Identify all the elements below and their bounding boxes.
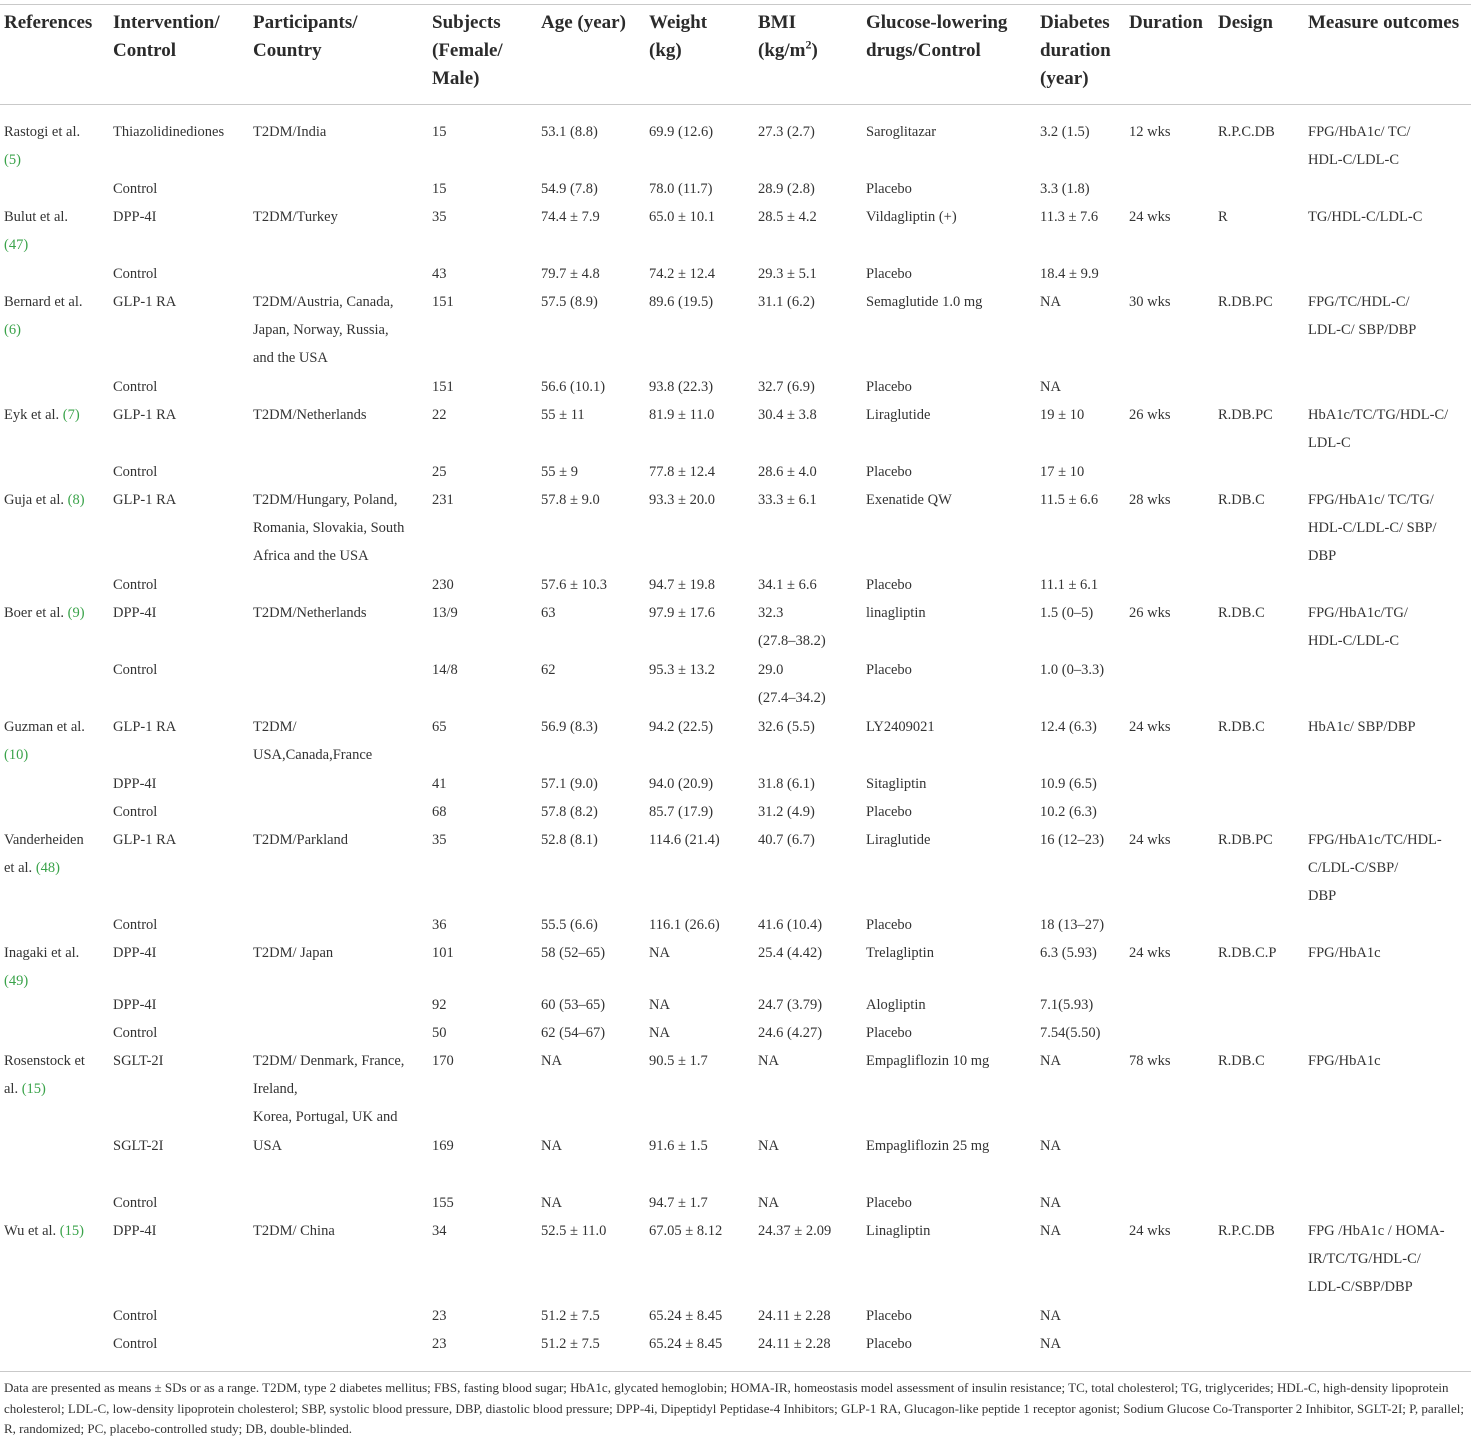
cell-outcomes: HbA1c/ SBP/DBP (1308, 719, 1416, 735)
cell-age: 53.1 (8.8) (541, 124, 598, 140)
cell-intervention: DPP-4I (113, 605, 157, 621)
cell-intervention: Control (113, 917, 158, 933)
header-duration: Duration (1129, 12, 1203, 33)
cell-age: 57.8 ± 9.0 (541, 492, 600, 508)
cell-design: R.DB.PC (1218, 294, 1273, 310)
cell-duration-dm: 7.1(5.93) (1040, 997, 1094, 1013)
cell-intervention: Control (113, 464, 158, 480)
cell-duration-dm: 6.3 (5.93) (1040, 945, 1097, 961)
cell-age: 63 (541, 605, 556, 621)
cell-intervention: Control (113, 1195, 158, 1211)
cell-duration-dm: NA (1040, 1336, 1061, 1352)
citation-link[interactable]: (15) (59, 1223, 84, 1239)
cell-age: 57.8 (8.2) (541, 804, 598, 820)
cell-weight: 85.7 (17.9) (649, 804, 714, 820)
cell-bmi: 32.6 (5.5) (758, 719, 815, 735)
cell-participants: T2DM/Austria, Canada, Japan, Norway, Russia, and the USA (253, 294, 394, 367)
cell-duration-dm: 12.4 (6.3) (1040, 719, 1097, 735)
cell-duration-dm: 11.5 ± 6.6 (1040, 492, 1099, 508)
header-subjects: Subjects (Female/ Male) (432, 12, 503, 89)
cell-age: 52.5 ± 11.0 (541, 1223, 607, 1239)
cell-subjects: 36 (432, 917, 447, 933)
cell-design: R.DB.PC (1218, 832, 1273, 848)
cell-weight: 67.05 ± 8.12 (649, 1223, 723, 1239)
cell-subjects: 151 (432, 294, 454, 310)
cell-duration: 12 wks (1129, 124, 1171, 140)
cell-intervention: GLP-1 RA (113, 832, 177, 848)
cell-outcomes: HbA1c/TC/TG/HDL-C/ LDL-C (1308, 407, 1449, 452)
cell-participants: T2DM/Hungary, Poland, Romania, Slovakia, South Africa and the USA (253, 492, 405, 565)
cell-drugs: Placebo (866, 1336, 912, 1352)
cell-design: R.P.C.DB (1218, 1223, 1275, 1239)
cell-bmi: 28.5 ± 4.2 (758, 209, 817, 225)
cell-reference: Guzman et al. (10) (4, 719, 85, 764)
cell-duration-dm: 10.9 (6.5) (1040, 776, 1097, 792)
cell-drugs: Vildagliptin (+) (866, 209, 957, 225)
cell-subjects: 169 (432, 1138, 454, 1154)
cell-intervention: Control (113, 662, 158, 678)
cell-subjects: 25 (432, 464, 447, 480)
cell-drugs: Empagliflozin 10 mg (866, 1053, 990, 1069)
cell-intervention: GLP-1 RA (113, 492, 177, 508)
cell-drugs: Linagliptin (866, 1223, 931, 1239)
table-rule (0, 104, 1471, 105)
cell-bmi: 33.3 ± 6.1 (758, 492, 817, 508)
cell-age: 58 (52–65) (541, 945, 606, 961)
cell-participants: T2DM/Netherlands (253, 605, 367, 621)
cell-duration: 28 wks (1129, 492, 1171, 508)
cell-outcomes: FPG /HbA1c / HOMA- IR/TC/TG/HDL-C/ LDL-C/SBP/DBP (1308, 1223, 1445, 1296)
header-drugs: Glucose-lowering drugs/Control (866, 12, 1008, 61)
cell-participants: T2DM/ Denmark, France, Ireland, Korea, Portugal, UK and USA (253, 1053, 405, 1154)
cell-duration: 24 wks (1129, 945, 1171, 961)
cell-duration-dm: NA (1040, 1195, 1061, 1211)
cell-duration-dm: 16 (12–23) (1040, 832, 1105, 848)
cell-reference: Eyk et al. (7) (4, 407, 80, 423)
cell-bmi: 24.7 (3.79) (758, 997, 823, 1013)
cell-weight: 89.6 (19.5) (649, 294, 714, 310)
cell-reference: Rosenstock et al. (15) (4, 1053, 85, 1098)
cell-drugs: LY2409021 (866, 719, 935, 735)
cell-intervention: GLP-1 RA (113, 407, 177, 423)
cell-drugs: Sitagliptin (866, 776, 927, 792)
cell-bmi: 32.3 (27.8–38.2) (758, 605, 826, 650)
citation-link[interactable]: (7) (62, 407, 80, 423)
cell-subjects: 101 (432, 945, 454, 961)
cell-duration-dm: NA (1040, 1138, 1061, 1154)
citation-link[interactable]: (15) (21, 1081, 46, 1098)
cell-age: 60 (53–65) (541, 997, 606, 1013)
cell-participants: T2DM/Parkland (253, 832, 349, 848)
cell-intervention: GLP-1 RA (113, 294, 177, 310)
cell-weight: 94.2 (22.5) (649, 719, 714, 735)
cell-reference: Guja et al. (8) (4, 492, 85, 508)
cell-subjects: 23 (432, 1308, 447, 1324)
cell-duration-dm: 18 (13–27) (1040, 917, 1105, 933)
cell-intervention: Control (113, 379, 158, 395)
cell-duration-dm: 1.0 (0–3.3) (1040, 662, 1105, 678)
cell-intervention: SGLT-2I (113, 1138, 164, 1154)
header-age: Age (year) (541, 12, 626, 33)
cell-drugs: Saroglitazar (866, 124, 937, 140)
cell-subjects: 155 (432, 1195, 454, 1211)
cell-intervention: DPP-4I (113, 209, 157, 225)
cell-age: 62 (541, 662, 556, 678)
cell-subjects: 92 (432, 997, 447, 1013)
cell-design: R.DB.PC (1218, 407, 1273, 423)
cell-design: R.DB.C (1218, 605, 1265, 621)
cell-drugs: Exenatide QW (866, 492, 952, 508)
cell-outcomes: FPG/TC/HDL-C/ LDL-C/ SBP/DBP (1308, 294, 1417, 339)
cell-age: 79.7 ± 4.8 (541, 266, 600, 282)
cell-duration: 24 wks (1129, 209, 1171, 225)
cell-drugs: Placebo (866, 464, 912, 480)
cell-participants: T2DM/Netherlands (253, 407, 367, 423)
cell-drugs: Trelagliptin (866, 945, 934, 961)
cell-outcomes: FPG/HbA1c/ TC/ HDL-C/LDL-C (1308, 124, 1411, 169)
cell-drugs: Placebo (866, 662, 912, 678)
citation-link[interactable]: (9) (67, 605, 85, 621)
cell-bmi: 31.1 (6.2) (758, 294, 815, 310)
cell-duration: 26 wks (1129, 605, 1171, 621)
cell-weight: 65.24 ± 8.45 (649, 1308, 723, 1324)
cell-drugs: linagliptin (866, 605, 926, 621)
cell-drugs: Semaglutide 1.0 mg (866, 294, 983, 310)
header-intervention: Intervention/ Control (113, 12, 220, 61)
cell-weight: 116.1 (26.6) (649, 917, 720, 933)
cell-age: NA (541, 1053, 562, 1069)
cell-reference: Bulut et al. (47) (4, 209, 69, 254)
cell-weight: 78.0 (11.7) (649, 181, 713, 197)
cell-subjects: 151 (432, 379, 454, 395)
header-participants: Participants/ Country (253, 12, 358, 61)
cell-outcomes: FPG/HbA1c/ TC/TG/ HDL-C/LDL-C/ SBP/ DBP (1308, 492, 1437, 565)
cell-subjects: 65 (432, 719, 447, 735)
cell-drugs: Alogliptin (866, 997, 926, 1013)
cell-duration-dm: NA (1040, 1223, 1061, 1239)
cell-participants: T2DM/ USA,Canada,France (253, 719, 373, 764)
cell-reference: Inagaki et al. (49) (4, 945, 80, 990)
cell-age: 74.4 ± 7.9 (541, 209, 600, 225)
cell-outcomes: TG/HDL-C/LDL-C (1308, 209, 1423, 225)
cell-intervention: Control (113, 1308, 158, 1324)
citation-link[interactable]: (47) (4, 237, 29, 254)
cell-duration-dm: 3.3 (1.8) (1040, 181, 1090, 197)
cell-bmi: 28.9 (2.8) (758, 181, 815, 197)
cell-duration: 26 wks (1129, 407, 1171, 423)
cell-weight: 74.2 ± 12.4 (649, 266, 715, 282)
cell-reference: Bernard et al. (6) (4, 294, 83, 339)
cell-bmi: 25.4 (4.42) (758, 945, 823, 961)
citation-link[interactable]: (48) (35, 860, 60, 877)
cell-drugs: Placebo (866, 266, 912, 282)
cell-participants: T2DM/Turkey (253, 209, 338, 225)
cell-duration-dm: 19 ± 10 (1040, 407, 1085, 423)
cell-age: 51.2 ± 7.5 (541, 1308, 600, 1324)
cell-intervention: Control (113, 577, 158, 593)
cell-weight: 77.8 ± 12.4 (649, 464, 715, 480)
cell-subjects: 41 (432, 776, 447, 792)
cell-age: 62 (54–67) (541, 1025, 606, 1041)
cell-subjects: 50 (432, 1025, 447, 1041)
cell-drugs: Placebo (866, 1308, 912, 1324)
cell-drugs: Liraglutide (866, 832, 931, 848)
cell-weight: 94.7 ± 1.7 (649, 1195, 708, 1211)
cell-reference: Rastogi et al. (5) (4, 124, 81, 169)
cell-reference: Boer et al. (9) (4, 605, 85, 621)
cell-age: 52.8 (8.1) (541, 832, 598, 848)
cell-intervention: SGLT-2I (113, 1053, 164, 1069)
cell-drugs: Placebo (866, 917, 912, 933)
cell-intervention: DPP-4I (113, 997, 157, 1013)
cell-participants: T2DM/ Japan (253, 945, 334, 961)
citation-link[interactable]: (5) (4, 152, 21, 169)
cell-design: R.P.C.DB (1218, 124, 1275, 140)
cell-subjects: 170 (432, 1053, 454, 1069)
cell-bmi: 31.8 (6.1) (758, 776, 815, 792)
cell-intervention: DPP-4I (113, 1223, 157, 1239)
cell-duration-dm: 11.3 ± 7.6 (1040, 209, 1099, 225)
table-rule (0, 4, 1471, 5)
cell-duration-dm: 18.4 ± 9.9 (1040, 266, 1099, 282)
cell-age: NA (541, 1195, 562, 1211)
cell-intervention: GLP-1 RA (113, 719, 177, 735)
cell-bmi: 32.7 (6.9) (758, 379, 815, 395)
cell-intervention: Thiazolidinediones (113, 124, 225, 140)
cell-duration-dm: NA (1040, 294, 1061, 310)
cell-weight: 97.9 ± 17.6 (649, 605, 715, 621)
cell-subjects: 15 (432, 181, 447, 197)
header-ref: References (4, 12, 93, 33)
cell-bmi: 29.3 ± 5.1 (758, 266, 817, 282)
cell-reference: Vanderheiden et al. (48) (4, 832, 84, 877)
cell-subjects: 35 (432, 209, 447, 225)
citation-link[interactable]: (6) (4, 322, 21, 339)
cell-intervention: DPP-4I (113, 945, 157, 961)
citation-link[interactable]: (8) (67, 492, 85, 508)
cell-subjects: 15 (432, 124, 447, 140)
cell-drugs: Empagliflozin 25 mg (866, 1138, 990, 1154)
cell-duration-dm: NA (1040, 1308, 1061, 1324)
cell-bmi: 34.1 ± 6.6 (758, 577, 817, 593)
cell-participants: T2DM/India (253, 124, 327, 140)
cell-design: R.DB.C (1218, 1053, 1265, 1069)
cell-intervention: Control (113, 181, 158, 197)
cell-weight: 90.5 ± 1.7 (649, 1053, 708, 1069)
cell-weight: 81.9 ± 11.0 (649, 407, 715, 423)
cell-duration-dm: 10.2 (6.3) (1040, 804, 1097, 820)
cell-subjects: 68 (432, 804, 447, 820)
header-duration-dm: Diabetes duration (year) (1040, 12, 1111, 89)
cell-outcomes: FPG/HbA1c (1308, 1053, 1381, 1069)
cell-weight: 93.3 ± 20.0 (649, 492, 715, 508)
cell-bmi: 31.2 (4.9) (758, 804, 815, 820)
cell-age: 56.6 (10.1) (541, 379, 606, 395)
cell-bmi: NA (758, 1195, 779, 1211)
cell-age: 56.9 (8.3) (541, 719, 598, 735)
cell-duration: 30 wks (1129, 294, 1171, 310)
cell-duration-dm: NA (1040, 1053, 1061, 1069)
cell-intervention: DPP-4I (113, 776, 157, 792)
cell-bmi: 41.6 (10.4) (758, 917, 823, 933)
cell-weight: 94.0 (20.9) (649, 776, 714, 792)
cell-reference: Wu et al. (15) (4, 1223, 84, 1239)
cell-age: 55 ± 9 (541, 464, 578, 480)
cell-bmi: 27.3 (2.7) (758, 124, 815, 140)
header-outcomes: Measure outcomes (1308, 12, 1460, 33)
table-footnote: Data are presented as means ± SDs or as a range. T2DM, type 2 diabetes mellitus; FBS, fasting blood sugar; HbA1c, glycated hemoglobin; HOMA-IR, homeostasis model assessment of insulin resistance; TC, total cholesterol; TG, triglycerides; HDL-C, high-density lipoprotein cholesterol; LDL-C, low-density lipoprotein cholesterol; SBP, systolic blood pressure, DBP, diastolic blood pressure; DPP-4i, Dipeptidyl Peptidase-4 Inhibitors; GLP-1 RA, Glucagon-like peptide 1 receptor agonist; Sodium Glucose Co-Transporter 2 Inhibitor, SGLT-2I; P, parallel; R, randomized; PC, placebo-controlled study; DB, double-blinded. (4, 1380, 1465, 1436)
cell-intervention: Control (113, 1025, 158, 1041)
cell-age: 55 ± 11 (541, 407, 585, 423)
cell-intervention: Control (113, 266, 158, 282)
cell-duration: 24 wks (1129, 1223, 1171, 1239)
cell-weight: 91.6 ± 1.5 (649, 1138, 708, 1154)
cell-duration-dm: 11.1 ± 6.1 (1040, 577, 1099, 593)
cell-bmi: 24.37 ± 2.09 (758, 1223, 832, 1239)
cell-age: 57.6 ± 10.3 (541, 577, 607, 593)
cell-weight: NA (649, 945, 670, 961)
header-weight: Weight (kg) (649, 12, 708, 61)
cell-subjects: 13/9 (432, 605, 458, 621)
cell-duration-dm: 17 ± 10 (1040, 464, 1085, 480)
cell-bmi: 40.7 (6.7) (758, 832, 815, 848)
cell-duration: 78 wks (1129, 1053, 1171, 1069)
cell-subjects: 23 (432, 1336, 447, 1352)
cell-age: NA (541, 1138, 562, 1154)
cell-subjects: 34 (432, 1223, 447, 1239)
cell-weight: 94.7 ± 19.8 (649, 577, 715, 593)
cell-duration-dm: 7.54(5.50) (1040, 1025, 1101, 1041)
cell-weight: 93.8 (22.3) (649, 379, 714, 395)
cell-drugs: Placebo (866, 804, 912, 820)
cell-bmi: 24.11 ± 2.28 (758, 1336, 831, 1352)
cell-drugs: Placebo (866, 1195, 912, 1211)
cell-duration-dm: 3.2 (1.5) (1040, 124, 1090, 140)
cell-weight: 65.24 ± 8.45 (649, 1336, 723, 1352)
cell-weight: 95.3 ± 13.2 (649, 662, 715, 678)
cell-subjects: 230 (432, 577, 454, 593)
cell-age: 57.5 (8.9) (541, 294, 598, 310)
cell-age: 55.5 (6.6) (541, 917, 598, 933)
cell-bmi: 24.11 ± 2.28 (758, 1308, 831, 1324)
cell-drugs: Placebo (866, 577, 912, 593)
cell-design: R.DB.C (1218, 719, 1265, 735)
cell-subjects: 35 (432, 832, 447, 848)
cell-outcomes: FPG/HbA1c (1308, 945, 1381, 961)
cell-design: R.DB.C.P (1218, 945, 1277, 961)
cell-participants: T2DM/ China (253, 1223, 335, 1239)
cell-duration: 24 wks (1129, 832, 1171, 848)
cell-drugs: Placebo (866, 1025, 912, 1041)
cell-design: R (1218, 209, 1228, 225)
cell-drugs: Liraglutide (866, 407, 931, 423)
cell-bmi: NA (758, 1138, 779, 1154)
cell-weight: NA (649, 997, 670, 1013)
cell-subjects: 231 (432, 492, 454, 508)
cell-intervention: Control (113, 1336, 158, 1352)
header-bmi: BMI $(kg/m^2)$ (758, 12, 818, 61)
cell-weight: 65.0 ± 10.1 (649, 209, 715, 225)
cell-age: 54.9 (7.8) (541, 181, 598, 197)
citation-link[interactable]: (49) (4, 973, 29, 990)
cell-bmi: 29.0 (27.4–34.2) (758, 662, 826, 707)
cell-weight: 114.6 (21.4) (649, 832, 720, 848)
cell-weight: 69.9 (12.6) (649, 124, 714, 140)
cell-age: 51.2 ± 7.5 (541, 1336, 600, 1352)
table-rule (0, 1371, 1471, 1372)
cell-drugs: Placebo (866, 181, 912, 197)
cell-duration-dm: NA (1040, 379, 1061, 395)
cell-duration-dm: 1.5 (0–5) (1040, 605, 1094, 621)
cell-bmi: 30.4 ± 3.8 (758, 407, 817, 423)
citation-link[interactable]: (10) (4, 747, 29, 764)
cell-drugs: Placebo (866, 379, 912, 395)
header-design: Design (1218, 12, 1273, 33)
cell-design: R.DB.C (1218, 492, 1265, 508)
cell-age: 57.1 (9.0) (541, 776, 598, 792)
cell-bmi: 28.6 ± 4.0 (758, 464, 817, 480)
cell-outcomes: FPG/HbA1c/TG/ HDL-C/LDL-C (1308, 605, 1408, 650)
cell-weight: NA (649, 1025, 670, 1041)
cell-bmi: NA (758, 1053, 779, 1069)
cell-subjects: 43 (432, 266, 447, 282)
cell-subjects: 22 (432, 407, 447, 423)
cell-outcomes: FPG/HbA1c/TC/HDL- C/LDL-C/SBP/ DBP (1308, 832, 1442, 905)
cell-bmi: 24.6 (4.27) (758, 1025, 823, 1041)
cell-subjects: 14/8 (432, 662, 458, 678)
cell-duration: 24 wks (1129, 719, 1171, 735)
cell-intervention: Control (113, 804, 158, 820)
